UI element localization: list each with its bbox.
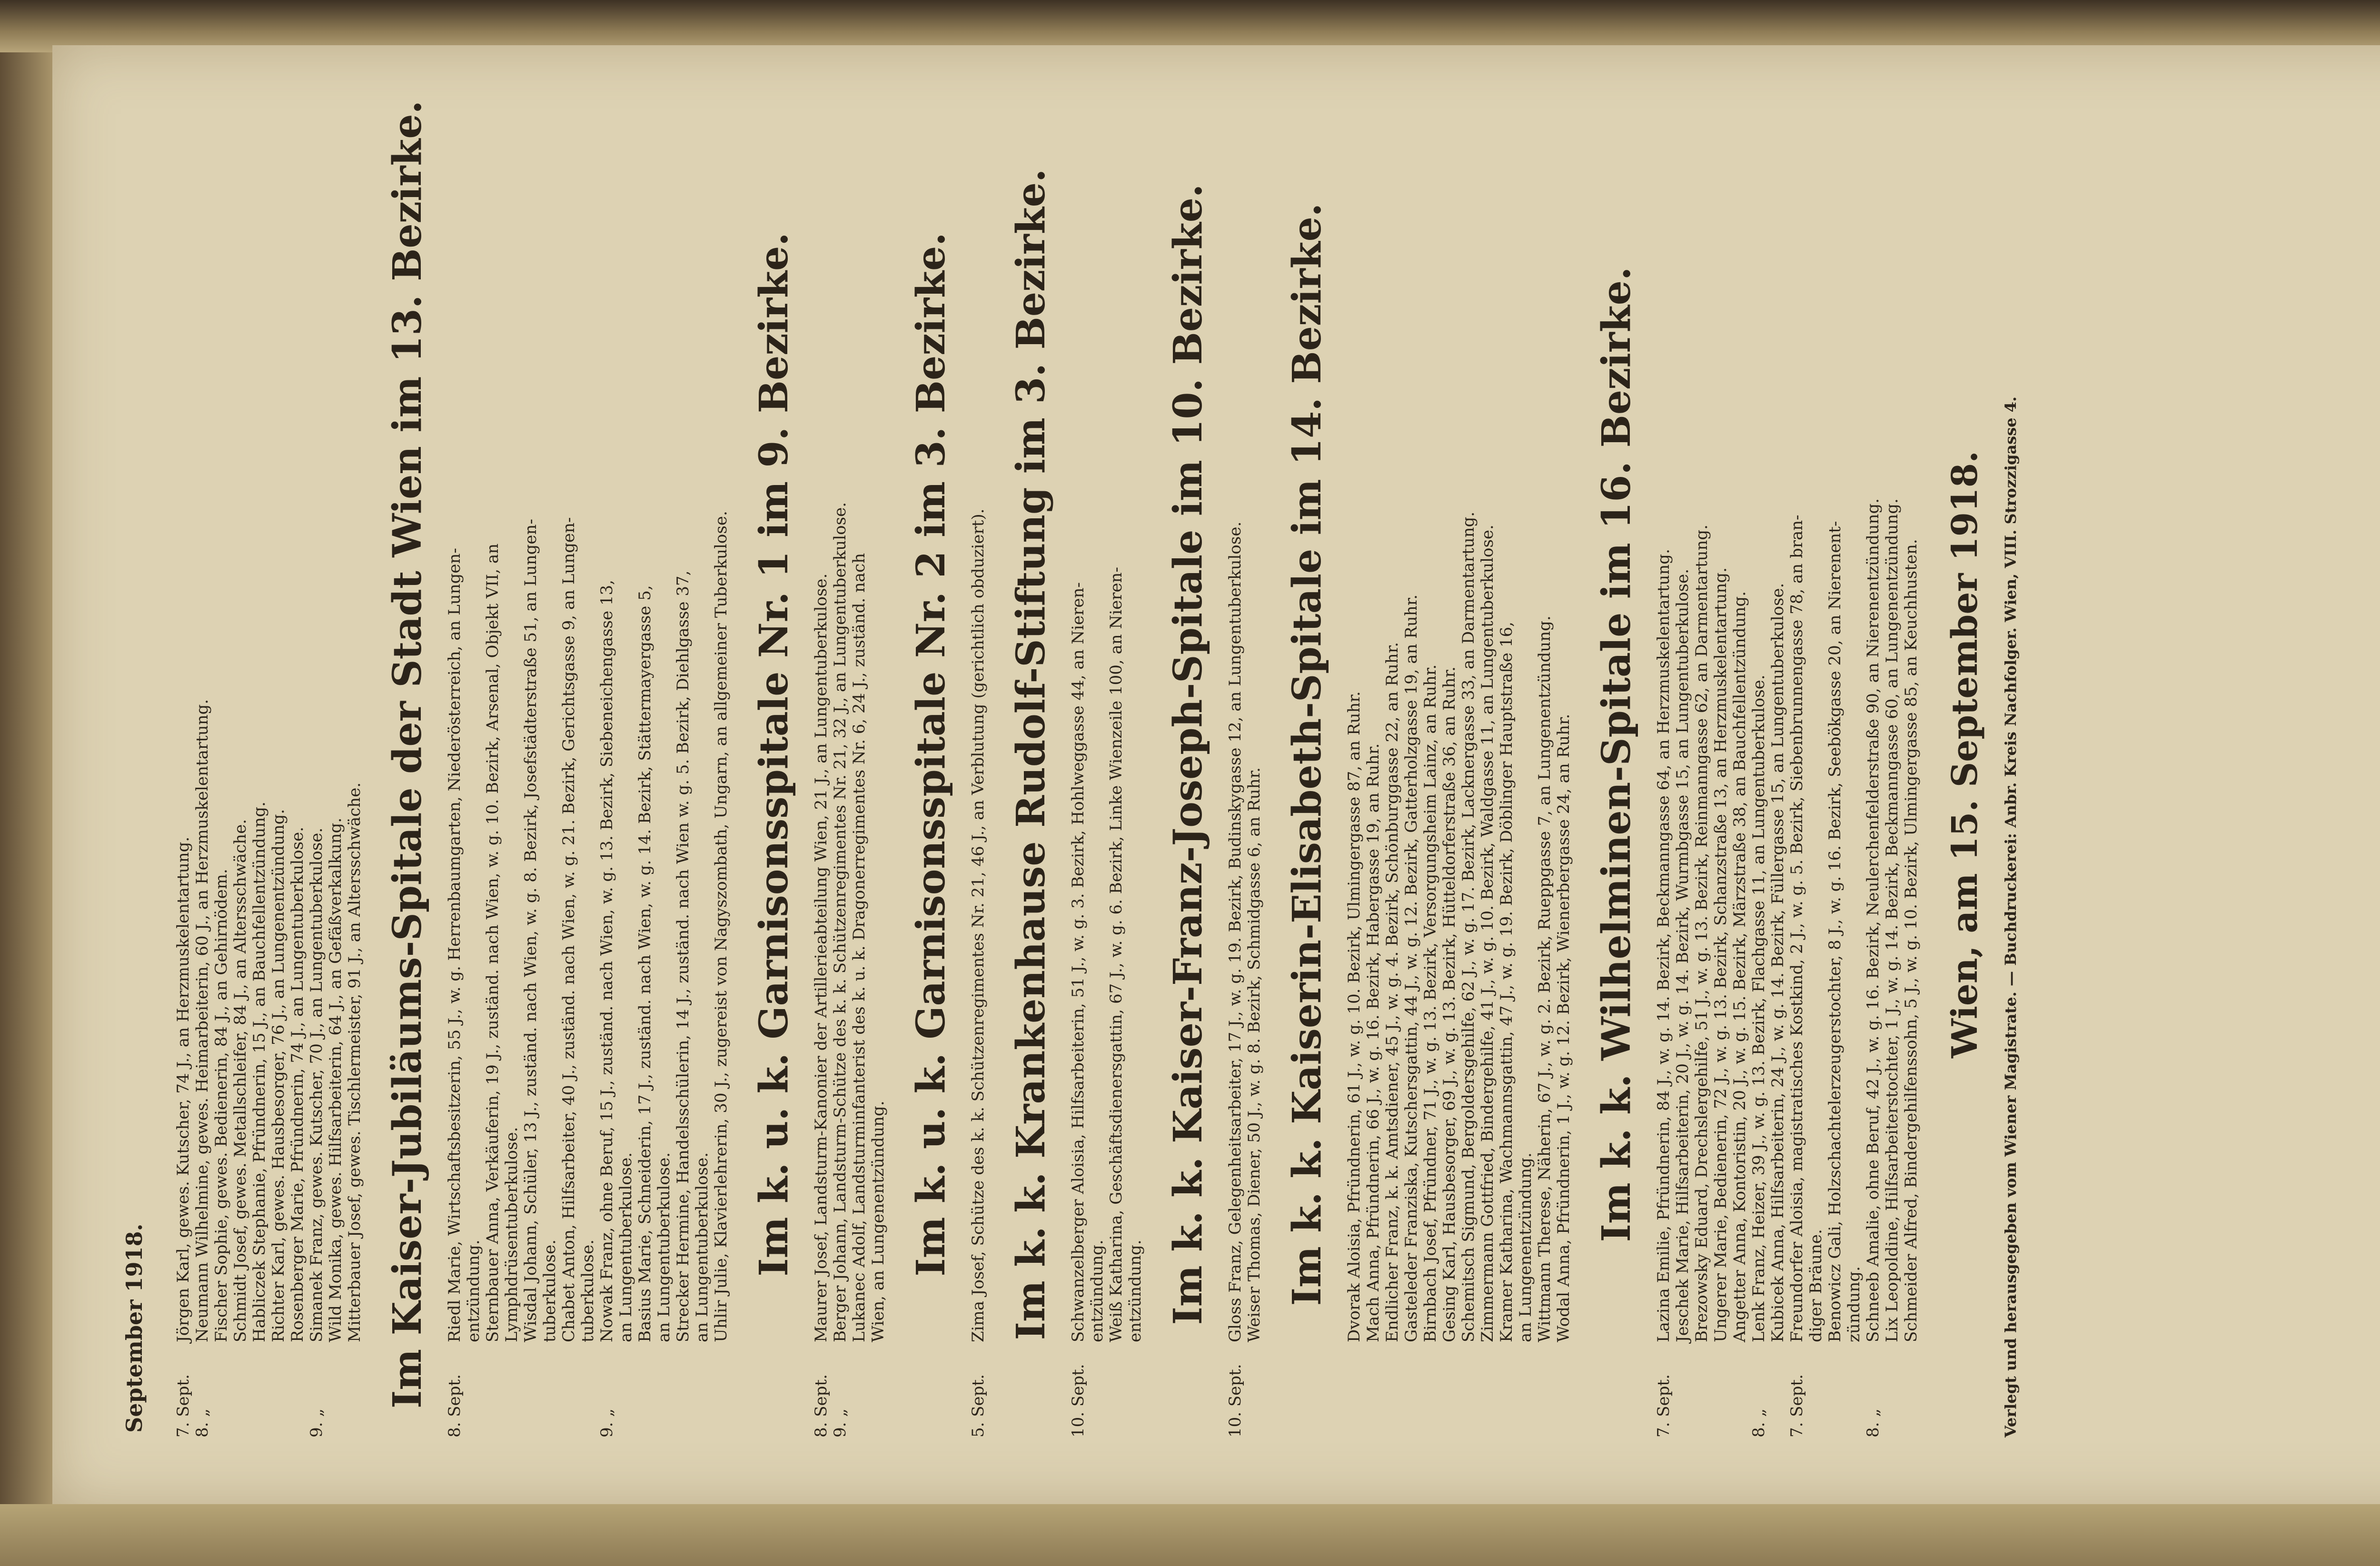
record-text: an Lungentuberkulose.: [693, 1152, 712, 1342]
record-text: Schmeider Alfred, Bindergehilfenssohn, 5 J., w. g. 10. Bezirk, Ulmingergasse 85, an Keuchhusten.: [1902, 539, 1921, 1342]
record-date: 5. Sept.: [969, 1374, 988, 1437]
record-text: Weiß Katharina, Geschäftsdienersgattin, 67 J., w. g. 6. Bezirk, Linke Wienzeile 100, an Nieren-: [1107, 567, 1126, 1342]
record-text: Weiser Thomas, Diener, 50 J., w. g. 8. Bezirk, Schmidgasse 6, an Ruhr.: [1245, 767, 1264, 1342]
record-text: Basius Marie, Schneiderin, 17 J., zuständ. nach Wien, w. g. 14. Bezirk, Stättermayergasse 5,: [635, 585, 654, 1342]
section-title: Im Kaiser-Jubiläums-Spitale der Stadt Wien im 13. Bezirke.: [385, 100, 430, 1409]
section-title: Im k. k. Krankenhause Rudolf-Stiftung im 3. Bezirke.: [1008, 168, 1054, 1340]
record-text: Benowicz Gali, Holzschachtelerzeugerstochter, 8 J., w. g. 16. Bezirk, Seebökgasse 20, an Nierenent-: [1825, 521, 1844, 1342]
record-text: Wisdal Johann, Schüler, 13 J., zuständ. nach Wien, w. g. 8. Bezirk, Josefstädterstraße 51, an Lungen-: [521, 519, 540, 1342]
record-text: Gasteleder Franziska, Kutschersgattin, 44 J., w. g. 12. Bezirk, Gatterholzgasse 19, an Ruhr.: [1402, 594, 1421, 1342]
record-text: Kubicek Anna, Hilfsarbeiterin, 24 J., w. g. 14. Bezirk, Füllergasse 15, an Lungentuberkulose.: [1768, 583, 1787, 1342]
record-text: Neumann Wilhelmine, gewes. Heimarbeiterin, 60 J., an Herzmuskelentartung.: [193, 699, 212, 1342]
page-header-month: September 1918.: [121, 1223, 147, 1433]
record-text: Birnbach Josef, Pfründner, 71 J., w. g. 13. Bezirk, Versorgungsheim Lainz, an Ruhr.: [1421, 664, 1440, 1342]
record-text: Mach Anna, Pfründnerin, 66 J., w. g. 16. Bezirk, Habergasse 19, an Ruhr.: [1364, 743, 1383, 1342]
section-title: Im k. k. Kaiserin-Elisabeth-Spitale im 14. Bezirke.: [1284, 203, 1330, 1306]
section-title: Im k. u. k. Garnisonsspitale Nr. 1 im 9. Bezirke.: [751, 232, 797, 1277]
record-text: Habliczek Stephanie, Pfründnerin, 15 J., an Bauchfellentzündung.: [250, 802, 269, 1342]
record-text: Lazina Emilie, Pfründnerin, 84 J., w. g. 14. Bezirk, Beckmanngasse 64, an Herzmuskelentartung.: [1654, 549, 1673, 1342]
record-text: Endlicher Franz, k. k. Amtsdiener, 45 J., w. g. 4. Bezirk, Schönburggasse 22, an Ruhr.: [1383, 642, 1402, 1342]
record-text: Mitterbauer Josef, gewes. Tischlermeister, 91 J., an Altersschwäche.: [345, 782, 364, 1342]
record-date: 10. Sept.: [1069, 1364, 1088, 1437]
record-text: Richter Karl, gewes. Hausbesorger, 76 J., an Lungenentzündung.: [269, 809, 288, 1342]
record-text: Uhlir Julie, Klavierlehrerin, 30 J., zugereist von Nagyszombath, Ungarn, an allgemeiner Tuberkulose.: [712, 511, 731, 1342]
record-date: 7. Sept.: [174, 1374, 193, 1437]
record-text: Zimmermann Gottfried, Bindergehilfe, 41 J., w. g. 10. Bezirk, Waldgasse 11, an Lungentuberkulose.: [1478, 525, 1497, 1342]
book-cover-edge: [0, 0, 52, 1566]
book-gutter: [0, 1504, 2380, 1566]
record-text: Wien, an Lungenentzündung.: [869, 1100, 888, 1342]
record-text: Maurer Josef, Landsturm-Kanonier der Artillerieabteilung Wien, 21 J., an Lungentuberkulose.: [812, 573, 831, 1342]
record-text: Brezowsky Eduard, Drechslergehilfe, 51 J., w. g. 13. Bezirk, Reinmanngasse 62, an Darmentartung.: [1692, 525, 1711, 1342]
record-text: Gesing Karl, Hausbesorger, 69 J., w. g. 13. Bezirk, Hütteldorferstraße 36, an Ruhr.: [1440, 666, 1459, 1342]
record-date: 7. Sept.: [1654, 1374, 1673, 1437]
record-text: Rosenberger Marie, Pfründnerin, 74 J., an Lungentuberkulose.: [288, 826, 307, 1342]
record-date: 10. Sept.: [1226, 1364, 1245, 1437]
record-text: Zima Josef, Schütze des k. k. Schützenregimentes Nr. 21, 46 J., an Verblutung (gerichtlich obduziert).: [969, 508, 988, 1342]
record-text: an Lungenentzündung.: [1516, 1152, 1535, 1342]
section-title: Im k. k. Wilhelminen-Spitale im 16. Bezirke.: [1594, 267, 1639, 1242]
record-text: Chabet Anton, Hilfsarbeiter, 40 J., zuständ. nach Wien, w. g. 21. Bezirk, Gerichtsgasse 9, an Lungen-: [559, 517, 578, 1342]
record-date: 8. Sept.: [812, 1374, 831, 1437]
footer-date: Wien, am 15. September 1918.: [1944, 451, 1985, 1058]
record-text: zündung.: [1844, 1266, 1864, 1342]
record-text: Strecker Hermine, Handelsschülerin, 14 J., zuständ. nach Wien w. g. 5. Bezirk, Diehlgasse 37,: [674, 570, 693, 1342]
book-spine: [0, 0, 2380, 52]
record-text: Ungerer Marie, Bedienerin, 72 J., w. g. 13. Bezirk, Schanzstraße 13, an Herzmuskelentartung.: [1711, 567, 1730, 1342]
record-text: Schneeb Amalie, ohne Beruf, 42 J., w. g. 16. Bezirk, Neulerchenfelderstraße 90, an Nierenentzündung.: [1864, 498, 1883, 1342]
record-date: 9. „: [307, 1408, 326, 1437]
record-text: Lymphdrüsentuberkulose.: [502, 1127, 521, 1342]
record-text: Lukanec Adolf, Landsturminfanterist des k. u. k. Dragonerregimentes Nr. 6, 24 J., zuständ. nach: [850, 553, 869, 1342]
record-date: 8. „: [1864, 1408, 1883, 1437]
record-text: Dvorak Aloisia, Pfründnerin, 61 J., w. g. 10. Bezirk, Ulmingergasse 87, an Ruhr.: [1345, 691, 1364, 1342]
record-text: an Lungentuberkulose.: [616, 1152, 635, 1342]
record-date: 7. Sept.: [1787, 1374, 1806, 1437]
record-date: 9. „: [597, 1408, 616, 1437]
record-text: entzündung.: [1088, 1239, 1107, 1342]
record-date: 8. Sept.: [445, 1374, 464, 1437]
record-text: Schemitsch Sigmund, Bergoldersgehilfe, 62 J., w. g. 17. Bezirk, Lacknergasse 33, an Darmentartung.: [1459, 511, 1478, 1342]
record-text: Jeschek Marie, Hilfsarbeiterin, 20 J., w. g. 14. Bezirk, Wurmbgasse 15, an Lungentuberkulose.: [1673, 568, 1692, 1342]
record-text: Jörgen Karl, gewes. Kutscher, 74 J., an Herzmuskelentartung.: [174, 836, 193, 1342]
record-text: Fischer Sophie, gewes. Bedienerin, 84 J., an Gehirnödem.: [212, 869, 231, 1342]
record-text: tuberkulose.: [578, 1239, 597, 1342]
section-title: Im k. u. k. Garnisonsspitale Nr. 2 im 3. Bezirke.: [908, 232, 954, 1277]
record-text: Wodal Anna, Pfründnerin, 1 J., w. g. 12. Bezirk, Wienerbergasse 24, an Ruhr.: [1554, 714, 1573, 1342]
record-text: Nowak Franz, ohne Beruf, 15 J., zuständ. nach Wien, w. g. 13. Bezirk, Siebeneichengasse 13,: [597, 580, 616, 1342]
record-text: Freundorfer Aloisia, magistratisches Kostkind, 2 J., w. g. 5. Bezirk, Siebenbrunnengasse 78, an bran-: [1787, 515, 1806, 1342]
record-text: Lenk Franz, Heizer, 39 J., w. g. 13. Bezirk, Flachgasse 11, an Lungentuberkulose.: [1749, 674, 1768, 1342]
section-title: Im k. k. Kaiser-Franz-Joseph-Spitale im 10. Bezirke.: [1165, 184, 1211, 1325]
record-text: Sternbauer Anna, Verkäuferin, 19 J., zuständ. nach Wien, w. g. 10. Bezirk, Arsenal, Objekt VII, an: [483, 543, 502, 1342]
record-date: 8. „: [193, 1408, 212, 1437]
record-date: 9. „: [831, 1408, 850, 1437]
record-text: Kramer Katharina, Wachmannsgattin, 47 J., w. g. 19. Bezirk, Döblinger Hauptstraße 16,: [1497, 622, 1516, 1342]
record-text: an Lungentuberkulose.: [654, 1152, 674, 1342]
publisher-line: Verlegt und herausgegeben vom Wiener Magistrate. — Buchdruckerei: Anbr. Kreis Nachfolger. Wien, VIII. Strozzigasse 4.: [2002, 396, 2020, 1437]
record-text: Wittmann Therese, Näherin, 67 J., w. g. 2. Bezirk, Rueppgasse 7, an Lungenentzündung.: [1535, 615, 1554, 1342]
record-date: 8. „: [1749, 1408, 1768, 1437]
record-text: entzündung.: [1126, 1239, 1145, 1342]
record-text: diger Bräune.: [1806, 1229, 1825, 1342]
record-text: Gloss Franz, Gelegenheitsarbeiter, 17 J., w. g. 19. Bezirk, Budinskygasse 12, an Lungentuberkulose.: [1226, 521, 1245, 1342]
record-text: Lix Leopoldine, Hilfsarbeiterstochter, 1 J., w. g. 14. Bezirk, Beckmanngasse 60, an Lungenentzündung.: [1883, 498, 1902, 1342]
rotated-document: [121, 71, 2359, 1437]
record-text: Berger Johann, Landsturm-Schütze des k. k. Schützenregimentes Nr. 21, 32 J., an Lungentuberkulose.: [831, 502, 850, 1342]
record-text: Simanek Franz, gewes. Kutscher, 70 J., an Lungentuberkulose.: [307, 827, 326, 1342]
record-text: tuberkulose.: [540, 1239, 559, 1342]
record-text: entzündung.: [464, 1239, 483, 1342]
record-text: Schmidt Josef, gewes. Metallschleifer, 84 J., an Altersschwäche.: [231, 819, 250, 1342]
record-text: Wild Monika, gewes. Hilfsarbeiterin, 64 J., an Gefäßverkalkung.: [326, 817, 345, 1342]
record-text: Angetter Anna, Kontoristin, 20 J., w. g. 15. Bezirk, Märzstraße 38, an Bauchfellentzündung.: [1730, 591, 1749, 1342]
record-text: Riedl Marie, Wirtschaftsbesitzerin, 55 J., w. g. Herrenbaumgarten, Niederösterreich, an Lungen-: [445, 548, 464, 1342]
record-text: Schwanzelberger Aloisia, Hilfsarbeiterin, 51 J., w. g. 3. Bezirk, Hohlweggasse 44, an Nieren-: [1069, 582, 1088, 1342]
